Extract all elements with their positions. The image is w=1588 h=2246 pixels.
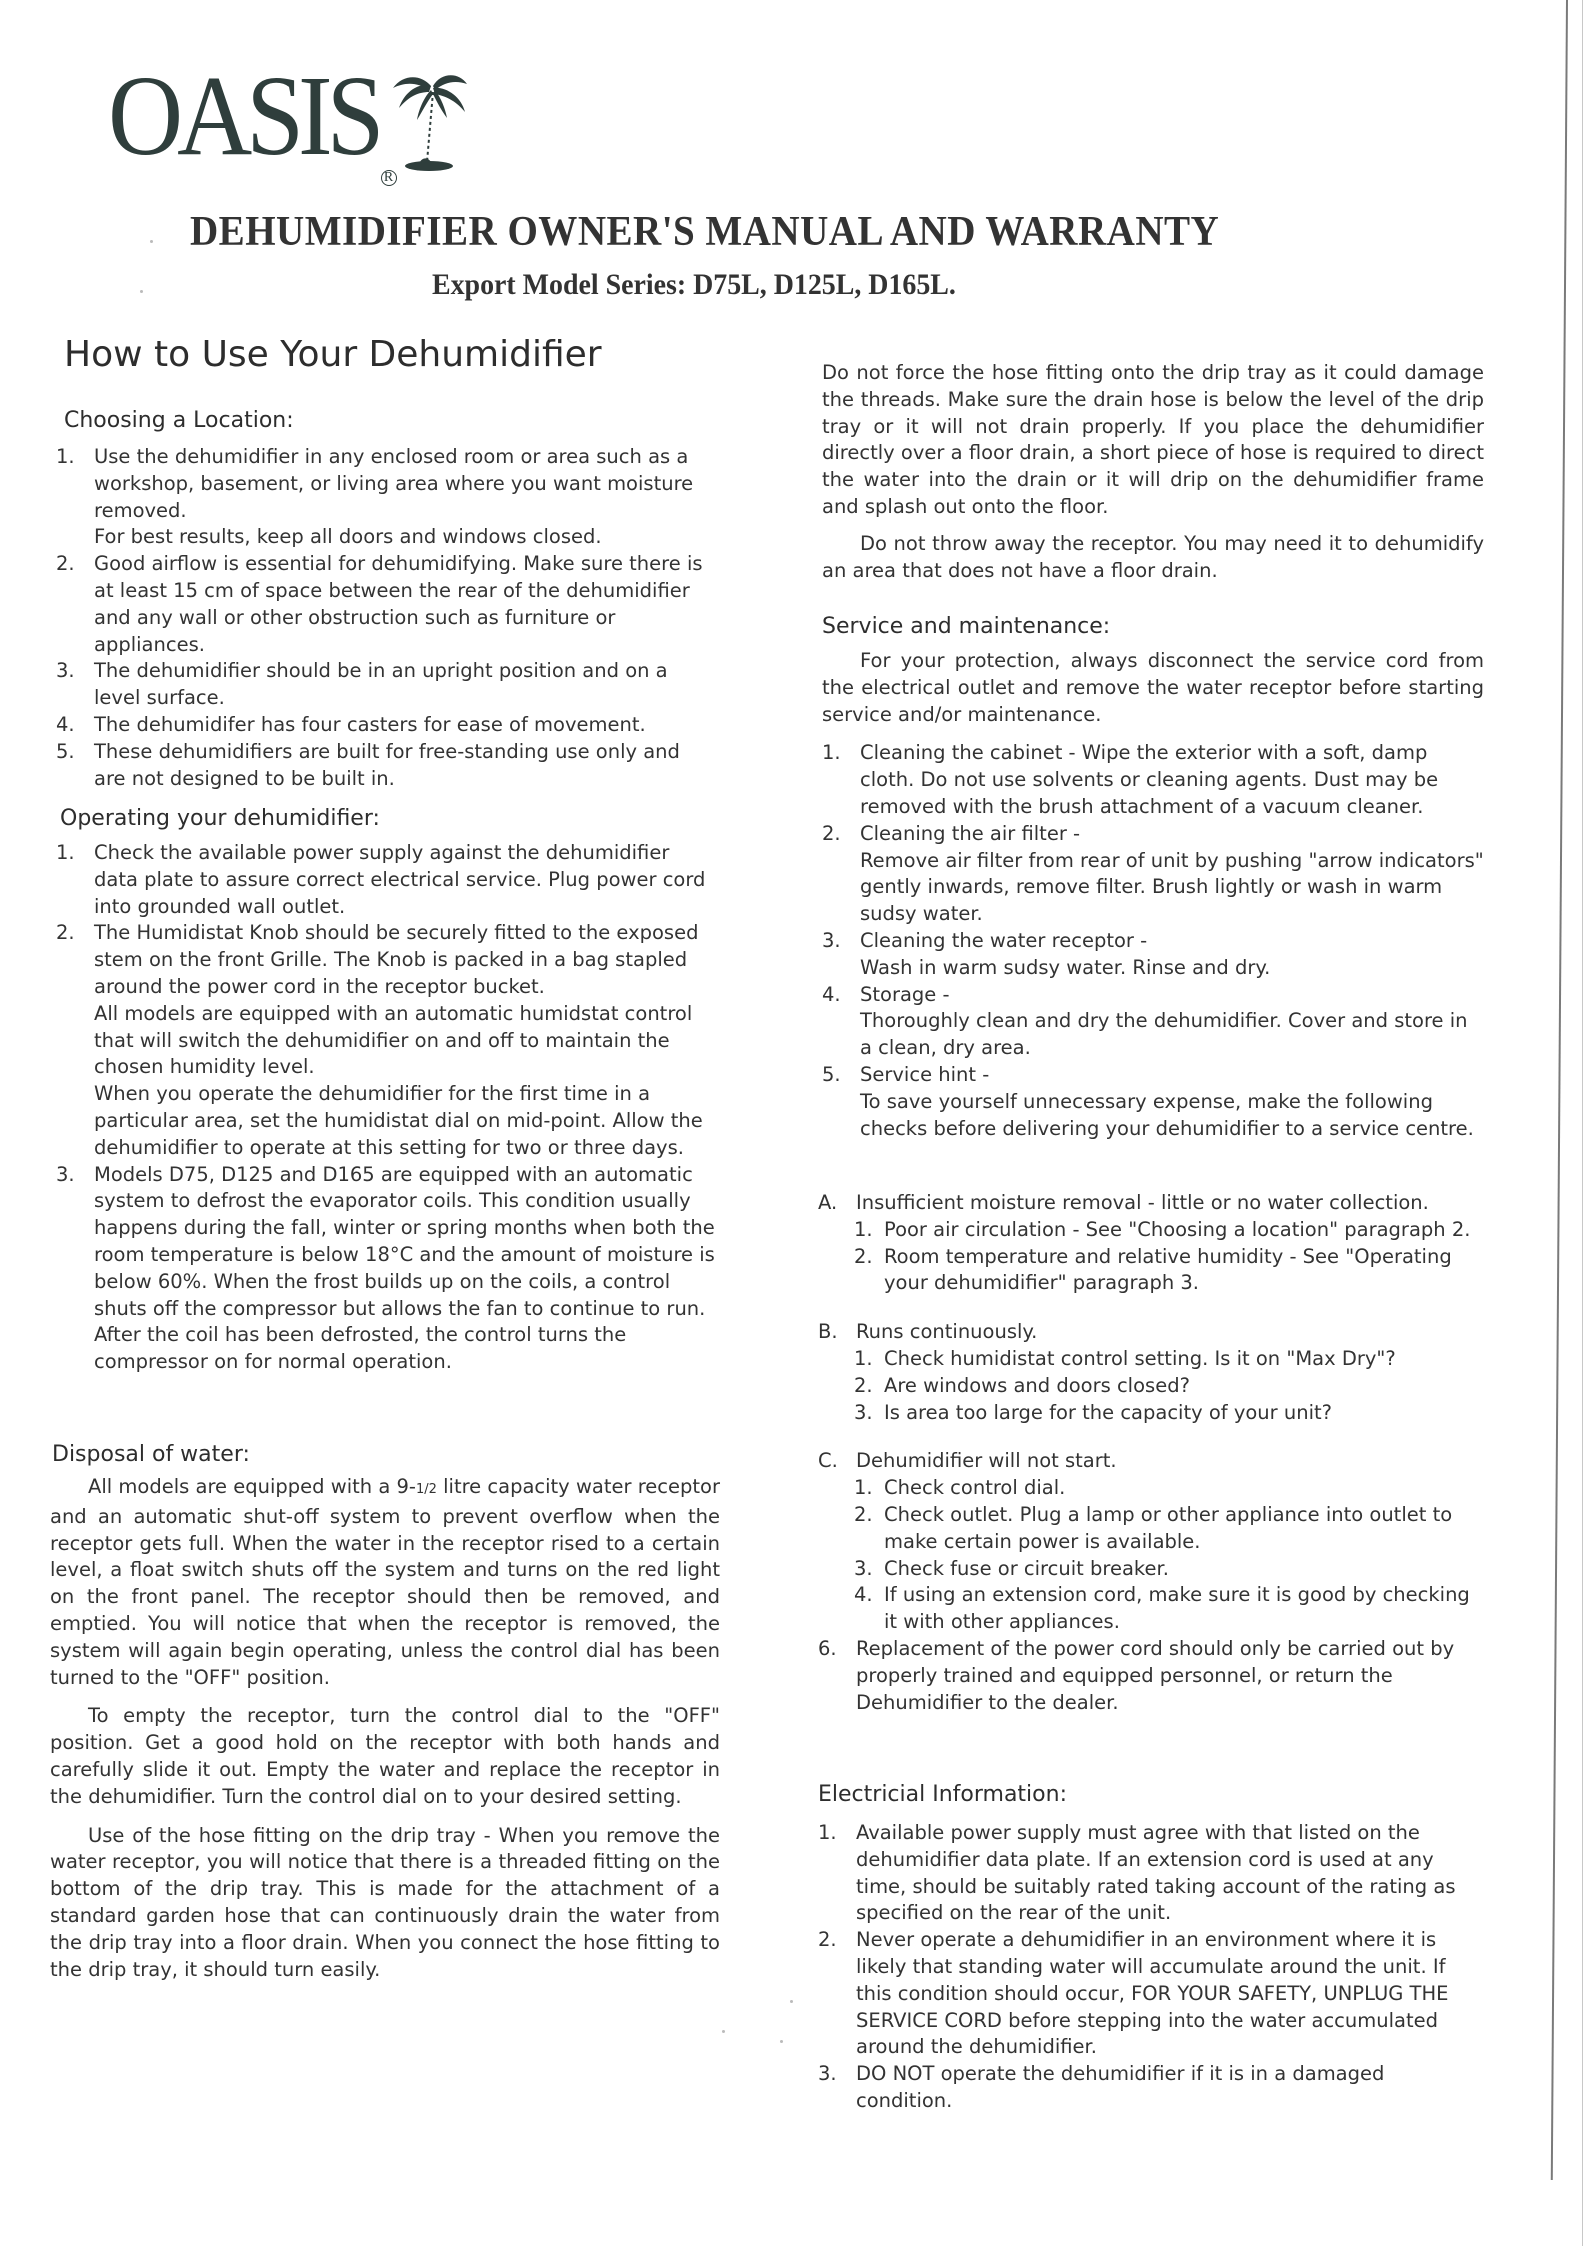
list-item: 4. Storage - Thoroughly clean and dry the dehumidifier. Cover and store in a clean, dry area. xyxy=(822,982,1468,1060)
service-intro: For your protection, always disconnect the service cord from the electrical outlet and remove the water receptor before starting service and/or maintenance. xyxy=(822,649,1484,726)
disposal-paragraph-4: Do not force the hose fitting onto the drip tray as it could damage the threads. Make sure the drain hose is below the level of the drip tray or it will not drain properly. If you place the dehumidifier directly over a floor drain, a short piece of hose is required to direct the water into the drain or it will drip on the dehumidifier frame and splash out onto the floor. xyxy=(822,361,1484,518)
section-heading-service: Service and maintenance: xyxy=(822,614,1111,639)
troubleshooting-c: C. Dehumidifier will not start. xyxy=(818,1449,1117,1473)
list-item: 2. Cleaning the air filter - Remove air filter from rear of unit by pushing "arrow indicators" gently inwards, remove filter. Brush lightly or wash in warm sudsy water. xyxy=(822,821,1484,926)
model-series: Export Model Series: D75L, D125L, D165L. xyxy=(432,268,956,301)
list-item: 1. Cleaning the cabinet - Wipe the exterior with a soft, damp cloth. Do not use solvents or cleaning agents. Dust may be removed with the brush attachment of a vacuum cleaner. xyxy=(822,741,1439,818)
disposal-section xyxy=(50,1474,720,1983)
page-edge-line xyxy=(1582,0,1583,2246)
section-heading-operating: Operating your dehumidifier: xyxy=(60,806,380,831)
list-item: 5. Service hint - To save yourself unnecessary expense, make the following checks before delivering your dehumidifier to a service centre. xyxy=(822,1062,1474,1140)
list-item: 3. DO NOT operate the dehumidifier if it is in a damaged condition. xyxy=(818,2062,1385,2112)
list-item: 1. Use the dehumidifier in any enclosed room or area such as a workshop, basement, or living area where you want moisture removed. For best results, keep all doors and windows closed. xyxy=(56,445,694,549)
troubleshooting-b: B. Runs continuously. xyxy=(818,1320,1038,1344)
list-item: 2. Good airflow is essential for dehumidifying. Make sure there is at least 15 cm of space between the rear of the dehumidifier and any wall or other obstruction such as furniture or appliances. xyxy=(56,552,703,656)
list-item: 1. Available power supply must agree with that listed on the dehumidifier data plate. If an extension cord is used at any time, should be suitably rated taking account of the rating as specified on the rear of the unit. xyxy=(818,1821,1456,1925)
list-item: 1. Check control dial. xyxy=(854,1476,1066,1500)
document-title: DEHUMIDIFIER OWNER'S MANUAL AND WARRANTY xyxy=(190,209,1220,255)
service-item-6: 6. Replacement of the power cord should only be carried out by properly trained and equipped personnel, or return the Dehumidifier to the dealer. xyxy=(818,1636,1455,1714)
list-item: 3. Check fuse or circuit breaker. xyxy=(854,1556,1169,1580)
list-item: 2. Check outlet. Plug a lamp or other appliance into outlet to make certain power is available. xyxy=(854,1502,1453,1553)
list-item: 4. If using an extension cord, make sure it is good by checking it with other appliances. xyxy=(854,1583,1470,1634)
disposal-paragraph-2: To empty the receptor, turn the control dial to the "OFF" position. Get a good hold on the receptor with both hands and carefully slide it out. Empty the water and replace the receptor in the dehumidifier. Turn the control dial on to your desired setting. xyxy=(50,1704,720,1808)
choosing-location-section xyxy=(56,444,716,792)
list-item: 1. Poor air circulation - See "Choosing a location" paragraph 2. xyxy=(854,1217,1471,1241)
list-item: 4. The dehumidifer has four casters for ease of movement. xyxy=(56,712,646,736)
section-heading-disposal: Disposal of water: xyxy=(52,1442,250,1467)
scan-speck xyxy=(150,240,153,243)
scan-speck xyxy=(722,2030,725,2033)
operating-section xyxy=(56,840,716,1376)
list-item: 5. These dehumidifiers are built for free-standing use only and are not designed to be built in. xyxy=(56,739,680,790)
list-item: 1. Check humidistat control setting. Is it on "Max Dry"? xyxy=(854,1346,1396,1370)
scan-speck xyxy=(140,290,143,293)
scan-speck xyxy=(780,2040,783,2043)
disposal-continued xyxy=(822,360,1484,584)
section-heading-electrical: Electricial Information: xyxy=(818,1782,1067,1807)
list-item: 3. Is area too large for the capacity of your unit? xyxy=(854,1400,1333,1424)
brand-name: OASIS xyxy=(108,53,379,180)
list-item: 2. The Humidistat Knob should be securely fitted to the exposed stem on the front Grille. The Knob is packed in a bag stapled around the power cord in the receptor bucket. All models are equipped with an automatic humidstat control that will switch the dehumidifier on and off to maintain the chosen humidity level. When you operate the dehumidifier for the first time in a particular area, set the humidistat dial on mid-point. Allow the dehumidifier to operate at this setting for two or three days. xyxy=(56,921,703,1159)
disposal-paragraph-1: All models are equipped with a 9-1/2 litre capacity water receptor and an automatic shut-off system to prevent overflow when the receptor gets full. When the water in the receptor rised to a certain level, a float switch shuts off the system and turns on the red light on the front panel. The receptor should then be removed, and emptied. You will notice that when the receptor is removed, the system will again begin operating, unless the control dial has been turned to the "OFF" position. xyxy=(50,1475,720,1689)
service-section xyxy=(822,648,1484,1142)
section-heading-choosing-location: Choosing a Location: xyxy=(64,408,294,433)
list-item: 1. Check the available power supply against the dehumidifier data plate to assure correct electrical service. Plug power cord into grounded wall outlet. xyxy=(56,841,706,918)
list-item: 2. Are windows and doors closed? xyxy=(854,1373,1190,1397)
disposal-paragraph-5: Do not throw away the receptor. You may need it to dehumidify an area that does not have a floor drain. xyxy=(822,531,1484,582)
list-item: 2. Never operate a dehumidifier in an environment where it is likely that standing water will accumulate around the unit. If this condition should occur, FOR YOUR SAFETY, UNPLUG THE SERVICE CORD before stepping into the water accumulated around the dehumidifier. xyxy=(818,1928,1449,2059)
troubleshooting-section xyxy=(818,1190,1480,1716)
electrical-section xyxy=(818,1820,1468,2115)
main-heading: How to Use Your Dehumidifier xyxy=(64,334,602,375)
oasis-logo xyxy=(108,53,469,185)
list-item: 2. Room temperature and relative humidity - See "Operating your dehumidifier" paragraph 3. xyxy=(854,1244,1452,1295)
palm-tree-icon xyxy=(391,68,469,174)
scan-edge-line xyxy=(1551,0,1568,2180)
fraction-half: 1/2 xyxy=(415,1482,437,1497)
list-item: 3. The dehumidifier should be in an upright position and on a level surface. xyxy=(56,659,668,710)
list-item: 3. Models D75, D125 and D165 are equipped with an automatic system to defrost the evaporator coils. This condition usually happens during the fall, winter or spring months when both the room temperature is below 18°C and the amount of moisture is below 60%. When the frost builds up on the coils, a control shuts off the compressor but allows the fan to continue to run. After the coil has been defrosted, the control turns the compressor on for normal operation. xyxy=(56,1162,715,1374)
list-item: 3. Cleaning the water receptor - Wash in warm sudsy water. Rinse and dry. xyxy=(822,928,1271,979)
troubleshooting-a: A. Insufficient moisture removal - little or no water collection. xyxy=(818,1191,1429,1214)
disposal-paragraph-3: Use of the hose fitting on the drip tray - When you remove the water receptor, you will notice that there is a threaded fitting on the bottom of the drip tray. This is made for the attachment of a standard garden hose that can continuously drain the water from the drip tray into a floor drain. When you connect the hose fitting to the drip tray, it should turn easily. xyxy=(50,1823,720,1981)
scan-speck xyxy=(790,2000,793,2003)
registered-mark-icon: R xyxy=(381,170,397,186)
